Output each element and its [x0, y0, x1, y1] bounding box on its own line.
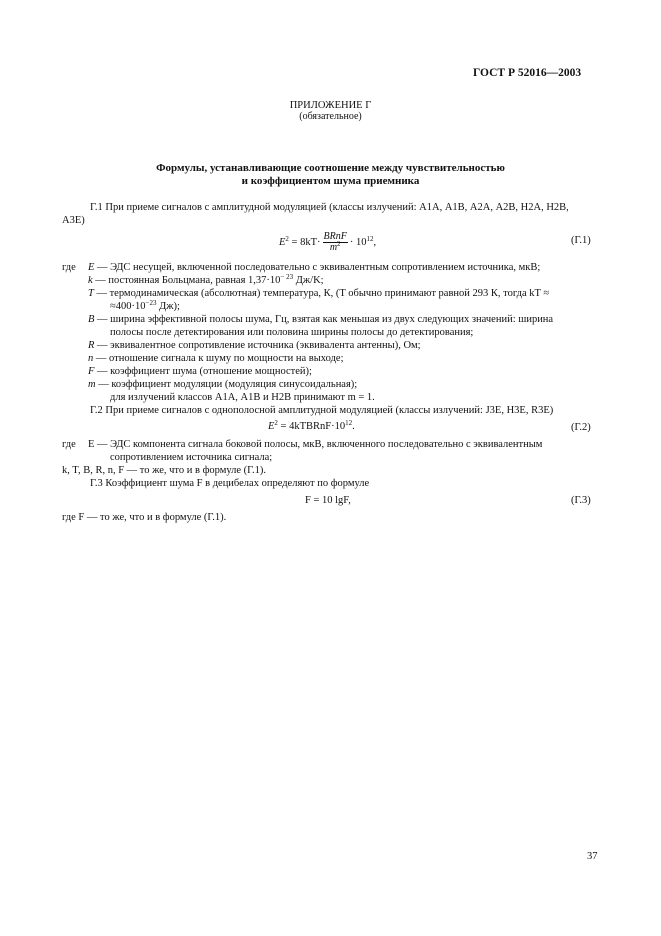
- formula-g1-den-exp: 2: [337, 240, 341, 249]
- g3-where: где F — то же, что и в формуле (Г.1).: [62, 512, 227, 523]
- def-B: B — ширина эффективной полосы шума, Гц, взятая как меньшая из двух следующих значений: ширина: [88, 314, 554, 325]
- def-R: R — эквивалентное сопротивление источника (эквивалента антенны), Ом;: [88, 340, 421, 351]
- formula-g1-denominator: m: [329, 242, 338, 254]
- section-heading-line1: Формулы, устанавливающие соотношение между чувствительностью: [156, 162, 505, 174]
- formula-g1-mid: = 8kT·: [288, 237, 321, 248]
- def-T-cont: $\approx 400\cdot 10^{-23}$ Дж);: [110, 299, 180, 312]
- g1-intro-line1: Г.1 При приеме сигналов с амплитудной модуляцией (классы излучений: А1А, А1В, А2А, А2В, Н2А, Н2В,: [90, 202, 569, 213]
- def-B-cont: полосы после детектирования или половина ширины полосы до детектирования;: [110, 327, 474, 338]
- document-id: ГОСТ Р 52016—2003: [473, 67, 582, 79]
- def-E: E — ЭДС несущей, включенной последовательно с эквивалентным сопротивлением источника, мкВ;: [88, 262, 541, 273]
- def-m: m — коэффициент модуляции (модуляция синусоидальная);: [88, 379, 358, 390]
- def-m-cont: для излучений классов А1А, А1В и Н2В принимают m = 1.: [110, 392, 375, 403]
- formula-g2: $E^2$ = $4kTBRnF\cdot 10^{12}$.: [268, 419, 355, 432]
- formula-g1-fraction: [323, 232, 348, 253]
- g2-where-label: где: [62, 439, 76, 450]
- where-label: где: [62, 262, 76, 273]
- appendix-title: ПРИЛОЖЕНИЕ Г: [289, 100, 372, 111]
- formula-g1-numerator: BRnF: [323, 231, 347, 243]
- def-F: F — коэффициент шума (отношение мощностей);: [88, 366, 312, 377]
- equation-number-g2: (Г.2): [571, 422, 591, 433]
- equation-number-g3: (Г.3): [571, 495, 591, 506]
- formula-g1-exp: 2: [285, 235, 289, 243]
- g1-intro-line2: А3Е): [62, 215, 85, 226]
- formula-g1-end: ,: [373, 237, 377, 248]
- page-number: 37: [587, 851, 598, 862]
- formula-g1-lhs: E: [279, 237, 286, 248]
- def-k: k — постоянная Больцмана, равная $1,37\cdot 10^{- 23}$ Дж/K;: [88, 273, 324, 286]
- formula-g3: F = 10 lgF,: [305, 495, 351, 506]
- formula-g1-tail: · 10: [349, 237, 367, 248]
- formula-g1-tail-exp: 12: [366, 235, 374, 243]
- g2-intro: Г.2 При приеме сигналов с однополосной амплитудной модуляцией (классы излучений: J3E, H3E, R3E): [90, 405, 554, 416]
- def-n: n — отношение сигнала к шуму по мощности на выходе;: [88, 353, 344, 364]
- formula-g1: [279, 232, 376, 254]
- equation-number-g1: (Г.1): [571, 235, 591, 246]
- g2-def-E-cont: сопротивлением источника сигнала;: [110, 452, 273, 463]
- g2-def-rest: k, T, B, R, n, F — то же, что и в формуле (Г.1).: [62, 465, 267, 476]
- appendix-subtitle: (обязательное): [299, 111, 362, 122]
- def-T: T — термодинамическая (абсолютная) температура, К, (T обычно принимают равной 293 К, тогда kT ≈: [88, 288, 550, 299]
- section-heading-line2: и коэффициентом шума приемника: [241, 175, 420, 187]
- g3-intro: Г.3 Коэффициент шума F в децибелах определяют по формуле: [90, 478, 370, 489]
- g2-def-E: E — ЭДС компонента сигнала боковой полосы, мкВ, включенного последовательно с эквивалентным: [88, 439, 543, 450]
